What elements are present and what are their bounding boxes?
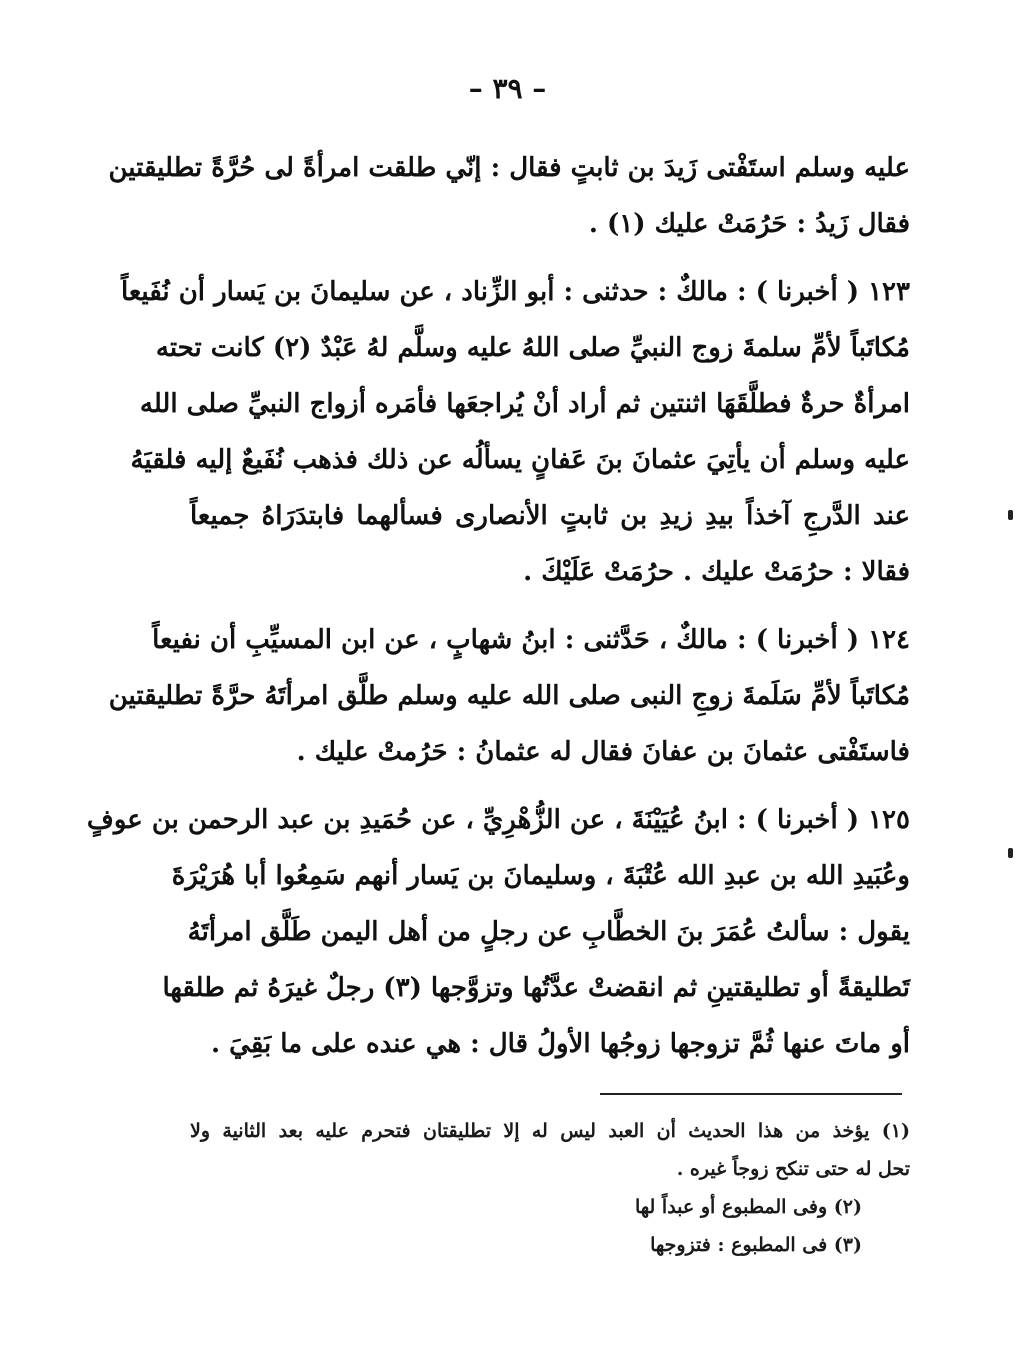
text-line: أو ماتَ عنها ثُمَّ تزوجها زوجُها الأولُ قال : هي عنده على ما بَقِيَ . — [211, 1029, 910, 1059]
margin-mark — [1008, 510, 1013, 520]
text-line: ١٢٤ ( أخبرنا ) : مالكٌ ، حَدَّثنى : ابنُ شهابٍ ، عن ابن المسيِّبِ أن نفيعاً — [152, 625, 910, 655]
text-line: يقول : سألتُ عُمَرَ بنَ الخطَّابِ عن رجلٍ من أهل اليمن طَلَّق امرأتَهُ — [187, 917, 910, 947]
page-number: – ٣٩ – — [468, 72, 547, 105]
text-line: عليه وسلم أن يأتِيَ عثمانَ بنَ عَفانٍ يسألُه عن ذلك فذهب نُفَيعٌ إليه فلقيَهُ — [130, 445, 910, 475]
paragraph-continuation — [108, 140, 910, 252]
footnote-2: (٢) وفى المطبوع أو عبداً لها — [634, 1196, 862, 1218]
footnote-1-line: تحل له حتى تنكح زوجاً غيره . — [676, 1158, 910, 1180]
text-line: وعُبَيدِ الله بن عبدِ الله عُتْبَةَ ، وسليمانَ بن يَسار أنهم سَمِعُوا أبا هُرَيْرَةَ — [171, 861, 910, 891]
main-text — [86, 140, 910, 1084]
footnote-divider — [600, 1093, 902, 1095]
paragraph-hadith-123 — [120, 264, 910, 600]
text-line: فقالا : حرُمَتْ عليك . حرُمَتْ عَلَيْكَ . — [523, 557, 910, 587]
text-line: مُكاتَباً لأمِّ سَلَمةَ زوجِ النبى صلى الله عليه وسلم طلَّق امرأتَهُ حرَّةً تطليقتين — [108, 681, 910, 711]
paragraph-hadith-124 — [108, 612, 910, 780]
margin-mark — [1008, 848, 1013, 858]
text-line: عليه وسلم استَفْتى زَيدَ بن ثابتٍ فقال : إنّي طلقت امرأةً لى حُرَّةً تطليقتين — [108, 153, 910, 183]
text-line: فقال زَيدُ : حَرُمَتْ عليك (١) . — [588, 209, 910, 239]
text-line: مُكاتَباً لأمِّ سلمةَ زوج النبيِّ صلى اللهُ عليه وسلَّم لهُ عَبْدٌ (٢) كانت تحته — [155, 333, 910, 363]
text-line: عند الدَّرجِ آخذاً بيدِ زيدِ بن ثابتٍ الأنصارى فسألهما فابتدَرَاهُ جميعاً — [190, 501, 910, 531]
footnotes — [190, 1112, 910, 1264]
text-line: امرأةٌ حرةٌ فطلَّقَهَا اثنتين ثم أراد أنْ يُراجعَها فأمَره أزواج النبيِّ صلى الله — [139, 389, 910, 419]
footnote-1-line: (١) يؤخذ من هذا الحديث أن العبد ليس له إلا تطليقتان فتحرم عليه بعد الثانية ولا — [190, 1120, 910, 1142]
text-line: ١٢٥ ( أخبرنا ) : ابنُ عُيَيْنَةَ ، عن الزُّهْرِيِّ ، عن حُمَيدِ بن عبد الرحمن بن عوفٍ — [86, 805, 910, 835]
text-line: فاستَفْتى عثمانَ بن عفانَ فقال له عثمانُ : حَرُمتْ عليك . — [296, 737, 910, 767]
footnote-3: (٣) فى المطبوع : فتزوجها — [650, 1234, 862, 1256]
text-line: ١٢٣ ( أخبرنا ) : مالكٌ : حدثنى : أبو الزِّناد ، عن سليمانَ بن يَسار أن نُفَيعاً — [120, 277, 910, 307]
paragraph-hadith-125 — [86, 792, 910, 1072]
text-line: تَطليقةً أو تطليقتينِ ثم انقضتْ عدَّتُها وتزوَّجها (٣) رجلٌ غيرَهُ ثم طلقها — [162, 973, 910, 1003]
